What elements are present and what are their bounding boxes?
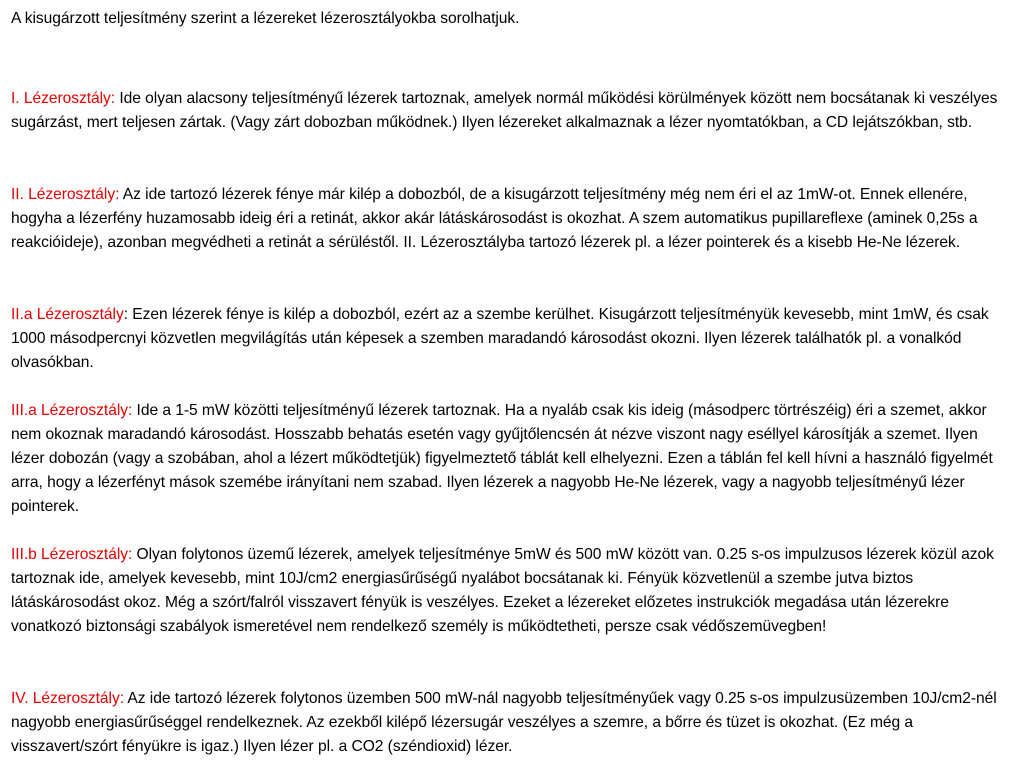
- laser-class-2a-paragraph: [11, 303, 1014, 375]
- laser-class-1-text: Ide olyan alacsony teljesítményű lézerek tartoznak, amelyek normál működési körülmények között nem bocsátanak ki veszélyes sugárzást, mert teljesen zártak. (Vagy zárt dobozban működnek.) Ilyen lézereket alkalmaznak a lézer nyomtatókban, a CD lejátszókban, stb.: [11, 90, 998, 131]
- laser-class-4-label: IV. Lézerosztály:: [11, 690, 124, 707]
- laser-class-2-paragraph: [11, 183, 1014, 255]
- intro-text: A kisugárzott teljesítmény szerint a lézereket lézerosztályokba sorolhatjuk.: [11, 10, 520, 27]
- laser-class-2a-text: : Ezen lézerek fénye is kilép a dobozból, ezért az a szembe kerülhet. Kisugárzott teljesítményük kevesebb, mint 1mW, és csak 1000 másodpercnyi közvetlen megvilágítás után képesek a szemben maradandó károsodást okozni. Ilyen lézerek találhatók pl. a vonalkód olvasókban.: [11, 306, 989, 371]
- laser-class-3a-paragraph: [11, 399, 1014, 519]
- laser-class-2-label: II. Lézerosztály:: [11, 186, 120, 203]
- laser-class-4-paragraph: [11, 687, 1014, 759]
- laser-class-2-text: Az ide tartozó lézerek fénye már kilép a dobozból, de a kisugárzott teljesítmény még nem éri el az 1mW-ot. Ennek ellenére, hogyha a lézerfény huzamosabb ideig éri a retinát, akkor akár látáskárosodást is okozhat. A szem automatikus pupillareflexe (aminek 0,25s a reakcióideje), azonban megvédheti a retinát a sérüléstől. II. Lézerosztályba tartozó lézerek pl. a lézer pointerek és a kisebb He-Ne lézerek.: [11, 186, 978, 251]
- laser-class-3b-label: III.b Lézerosztály:: [11, 546, 133, 563]
- laser-class-3b-paragraph: [11, 543, 1014, 639]
- laser-class-4-text: Az ide tartozó lézerek folytonos üzemben 500 mW-nál nagyobb teljesítményűek vagy 0.25 s-os impulzusüzemben 10J/cm2-nél nagyobb energiasűrűséggel rendelkeznek. Az ezekből kilépő lézersugár veszélyes a szemre, a bőrre és tüzet is okozhat. (Ez még a visszavert/szórt fényükre is igaz.) Ilyen lézer pl. a CO2 (széndioxid) lézer.: [11, 690, 997, 755]
- laser-class-3a-text: Ide a 1-5 mW közötti teljesítményű lézerek tartoznak. Ha a nyaláb csak kis ideig (másodperc törtrészéig) éri a szemet, akkor nem okoznak maradandó károsodást. Hosszabb behatás esetén vagy gyűjtőlencsén át nézve viszont nagy eséllyel károsítják a szemet. Ilyen lézer dobozán (vagy a szobában, ahol a lézert működtetjük) figyelmeztető táblát kell elhelyezni. Ezen a táblán fel kell hívni a használó figyelmét arra, hogy a lézerfényt mások szemébe irányítani nem szabad. Ilyen lézerek a nagyobb He-Ne lézerek, vagy a nagyobb teljesítményű lézer pointerek.: [11, 402, 993, 515]
- laser-class-3a-label: III.a Lézerosztály:: [11, 402, 133, 419]
- laser-class-2a-label: II.a Lézerosztály: [11, 306, 124, 323]
- laser-class-1-paragraph: [11, 87, 1014, 135]
- laser-class-3b-text: Olyan folytonos üzemű lézerek, amelyek teljesítménye 5mW és 500 mW között van. 0.25 s-os impulzusos lézerek közül azok tartoznak ide, amelyek kevesebb, mint 10J/cm2 energiasűrűségű nyalábot bocsátanak ki. Fényük közvetlenül a szembe jutva biztos látáskárosodást okoz. Még a szórt/falról visszavert fényük is veszélyes. Ezeket a lézereket előzetes instrukciók megadása után lézerekre vonatkozó biztonsági szabályok ismeretével nem rendelkező személy is működtetheti, persze csak védőszemüvegben!: [11, 546, 994, 635]
- laser-class-1-label: I. Lézerosztály:: [11, 90, 116, 107]
